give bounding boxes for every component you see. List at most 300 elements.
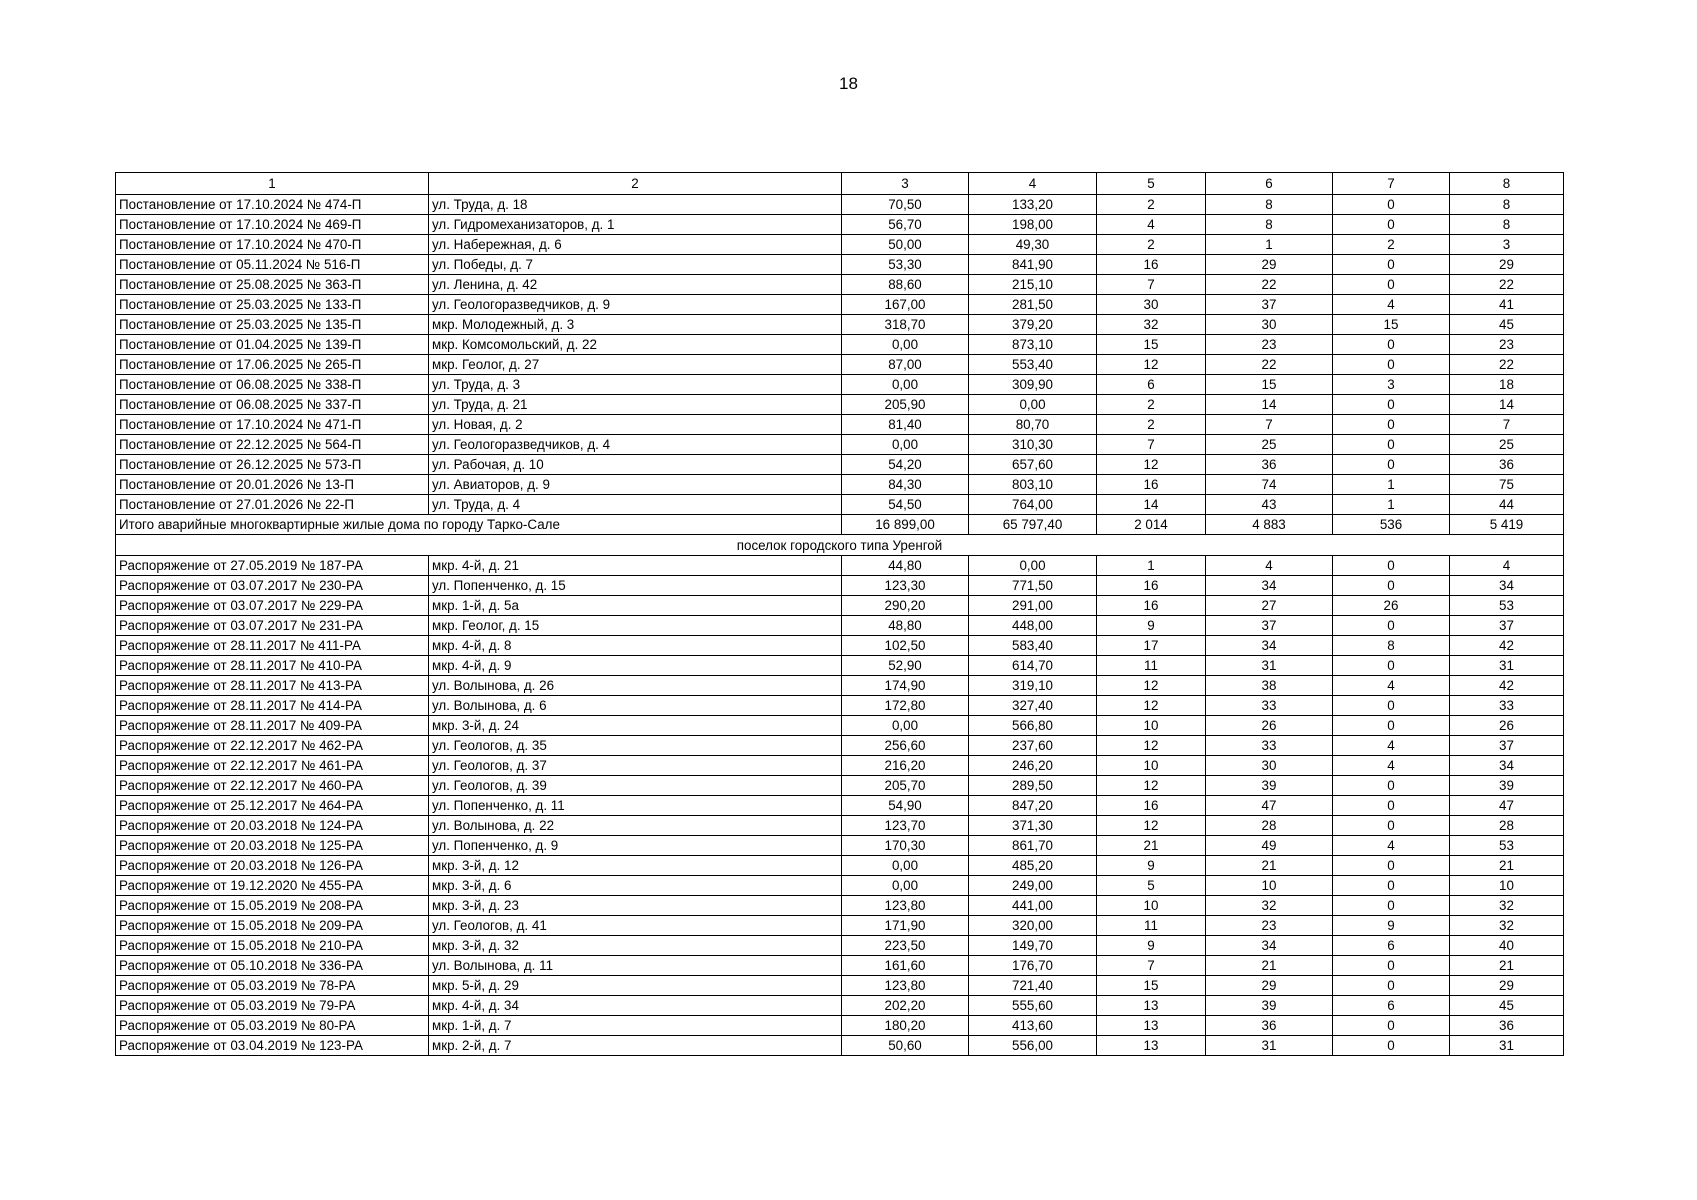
document-cell: Распоряжение от 25.12.2017 № 464-РА <box>116 796 429 816</box>
table-row <box>116 836 1564 856</box>
table-row <box>116 896 1564 916</box>
count-cell: 0 <box>1333 275 1450 295</box>
count-cell: 23 <box>1206 916 1333 936</box>
count-cell: 2 <box>1097 235 1206 255</box>
value-cell: 87,00 <box>842 355 969 375</box>
count-cell: 9 <box>1097 616 1206 636</box>
value-cell: 172,80 <box>842 696 969 716</box>
total-value-cell: 4 883 <box>1206 515 1333 535</box>
value-cell: 614,70 <box>969 656 1097 676</box>
value-cell: 841,90 <box>969 255 1097 275</box>
document-cell: Распоряжение от 28.11.2017 № 409-РА <box>116 716 429 736</box>
count-cell: 27 <box>1206 596 1333 616</box>
page-number: 18 <box>839 74 858 93</box>
value-cell: 256,60 <box>842 736 969 756</box>
count-cell: 22 <box>1450 275 1564 295</box>
value-cell: 771,50 <box>969 576 1097 596</box>
document-cell: Распоряжение от 15.05.2018 № 209-РА <box>116 916 429 936</box>
count-cell: 29 <box>1206 976 1333 996</box>
value-cell: 291,00 <box>969 596 1097 616</box>
table-row <box>116 616 1564 636</box>
count-cell: 12 <box>1097 816 1206 836</box>
table-row <box>116 876 1564 896</box>
count-cell: 7 <box>1097 956 1206 976</box>
address-cell: ул. Труда, д. 18 <box>429 195 842 215</box>
total-value-cell: 16 899,00 <box>842 515 969 535</box>
count-cell: 0 <box>1333 215 1450 235</box>
document-cell: Распоряжение от 28.11.2017 № 411-РА <box>116 636 429 656</box>
address-cell: ул. Геологов, д. 37 <box>429 756 842 776</box>
count-cell: 1 <box>1333 475 1450 495</box>
count-cell: 0 <box>1333 255 1450 275</box>
count-cell: 4 <box>1333 736 1450 756</box>
table-row <box>116 415 1564 435</box>
count-cell: 21 <box>1206 856 1333 876</box>
count-cell: 53 <box>1450 836 1564 856</box>
count-cell: 11 <box>1097 916 1206 936</box>
count-cell: 10 <box>1097 716 1206 736</box>
count-cell: 32 <box>1097 315 1206 335</box>
table-row <box>116 656 1564 676</box>
address-cell: ул. Труда, д. 3 <box>429 375 842 395</box>
address-cell: мкр. Геолог, д. 15 <box>429 616 842 636</box>
column-number-cell: 1 <box>116 173 429 195</box>
count-cell: 75 <box>1450 475 1564 495</box>
document-cell: Распоряжение от 20.03.2018 № 126-РА <box>116 856 429 876</box>
count-cell: 0 <box>1333 195 1450 215</box>
value-cell: 50,00 <box>842 235 969 255</box>
value-cell: 198,00 <box>969 215 1097 235</box>
value-cell: 70,50 <box>842 195 969 215</box>
table-row <box>116 936 1564 956</box>
count-cell: 41 <box>1450 295 1564 315</box>
address-cell: мкр. 4-й, д. 9 <box>429 656 842 676</box>
value-cell: 54,50 <box>842 495 969 515</box>
count-cell: 45 <box>1450 315 1564 335</box>
count-cell: 37 <box>1206 616 1333 636</box>
address-cell: мкр. 1-й, д. 7 <box>429 1016 842 1036</box>
column-number-row <box>116 173 1564 195</box>
count-cell: 4 <box>1333 295 1450 315</box>
address-cell: мкр. 3-й, д. 32 <box>429 936 842 956</box>
table-row <box>116 696 1564 716</box>
total-row <box>116 515 1564 535</box>
document-cell: Распоряжение от 28.11.2017 № 410-РА <box>116 656 429 676</box>
address-cell: мкр. 2-й, д. 7 <box>429 1036 842 1056</box>
count-cell: 12 <box>1097 355 1206 375</box>
value-cell: 556,00 <box>969 1036 1097 1056</box>
count-cell: 1 <box>1206 235 1333 255</box>
count-cell: 37 <box>1450 616 1564 636</box>
section-row <box>116 535 1564 556</box>
count-cell: 10 <box>1450 876 1564 896</box>
document-cell: Распоряжение от 20.03.2018 № 124-РА <box>116 816 429 836</box>
document-cell: Постановление от 17.10.2024 № 474-П <box>116 195 429 215</box>
count-cell: 7 <box>1097 435 1206 455</box>
table-row <box>116 255 1564 275</box>
value-cell: 309,90 <box>969 375 1097 395</box>
column-number-cell: 2 <box>429 173 842 195</box>
count-cell: 4 <box>1333 756 1450 776</box>
value-cell: 56,70 <box>842 215 969 235</box>
count-cell: 4 <box>1206 556 1333 576</box>
count-cell: 26 <box>1206 716 1333 736</box>
column-number-cell: 4 <box>969 173 1097 195</box>
count-cell: 0 <box>1333 395 1450 415</box>
document-cell: Распоряжение от 19.12.2020 № 455-РА <box>116 876 429 896</box>
value-cell: 149,70 <box>969 936 1097 956</box>
count-cell: 6 <box>1097 375 1206 395</box>
table-row <box>116 816 1564 836</box>
address-cell: мкр. 1-й, д. 5а <box>429 596 842 616</box>
value-cell: 0,00 <box>842 716 969 736</box>
value-cell: 290,20 <box>842 596 969 616</box>
value-cell: 53,30 <box>842 255 969 275</box>
table-row <box>116 956 1564 976</box>
address-cell: ул. Авиаторов, д. 9 <box>429 475 842 495</box>
count-cell: 13 <box>1097 996 1206 1016</box>
count-cell: 40 <box>1450 936 1564 956</box>
count-cell: 53 <box>1450 596 1564 616</box>
value-cell: 84,30 <box>842 475 969 495</box>
value-cell: 583,40 <box>969 636 1097 656</box>
count-cell: 1 <box>1097 556 1206 576</box>
count-cell: 3 <box>1333 375 1450 395</box>
count-cell: 1 <box>1333 495 1450 515</box>
value-cell: 485,20 <box>969 856 1097 876</box>
value-cell: 249,00 <box>969 876 1097 896</box>
address-cell: ул. Набережная, д. 6 <box>429 235 842 255</box>
value-cell: 133,20 <box>969 195 1097 215</box>
count-cell: 4 <box>1450 556 1564 576</box>
value-cell: 223,50 <box>842 936 969 956</box>
count-cell: 28 <box>1450 816 1564 836</box>
count-cell: 32 <box>1450 916 1564 936</box>
count-cell: 26 <box>1450 716 1564 736</box>
value-cell: 123,80 <box>842 976 969 996</box>
table-row <box>116 716 1564 736</box>
count-cell: 8 <box>1450 195 1564 215</box>
count-cell: 18 <box>1450 375 1564 395</box>
value-cell: 441,00 <box>969 896 1097 916</box>
count-cell: 23 <box>1450 335 1564 355</box>
total-value-cell: 2 014 <box>1097 515 1206 535</box>
count-cell: 10 <box>1206 876 1333 896</box>
table-row <box>116 315 1564 335</box>
count-cell: 12 <box>1097 676 1206 696</box>
count-cell: 39 <box>1206 996 1333 1016</box>
count-cell: 0 <box>1333 616 1450 636</box>
count-cell: 21 <box>1097 836 1206 856</box>
count-cell: 0 <box>1333 896 1450 916</box>
document-cell: Распоряжение от 28.11.2017 № 413-РА <box>116 676 429 696</box>
address-cell: ул. Рабочая, д. 10 <box>429 455 842 475</box>
value-cell: 50,60 <box>842 1036 969 1056</box>
count-cell: 2 <box>1333 235 1450 255</box>
column-number-cell: 6 <box>1206 173 1333 195</box>
count-cell: 0 <box>1333 716 1450 736</box>
document-cell: Постановление от 06.08.2025 № 337-П <box>116 395 429 415</box>
table-row <box>116 676 1564 696</box>
value-cell: 176,70 <box>969 956 1097 976</box>
count-cell: 36 <box>1450 455 1564 475</box>
table-row <box>116 375 1564 395</box>
count-cell: 14 <box>1206 395 1333 415</box>
document-cell: Постановление от 05.11.2024 № 516-П <box>116 255 429 275</box>
address-cell: мкр. 3-й, д. 24 <box>429 716 842 736</box>
count-cell: 0 <box>1333 355 1450 375</box>
value-cell: 216,20 <box>842 756 969 776</box>
count-cell: 21 <box>1450 956 1564 976</box>
table-row <box>116 636 1564 656</box>
count-cell: 15 <box>1333 315 1450 335</box>
count-cell: 16 <box>1097 475 1206 495</box>
address-cell: ул. Геологоразведчиков, д. 4 <box>429 435 842 455</box>
count-cell: 8 <box>1206 215 1333 235</box>
count-cell: 12 <box>1097 455 1206 475</box>
count-cell: 0 <box>1333 696 1450 716</box>
count-cell: 0 <box>1333 556 1450 576</box>
address-cell: ул. Волынова, д. 22 <box>429 816 842 836</box>
value-cell: 327,40 <box>969 696 1097 716</box>
table-row <box>116 796 1564 816</box>
count-cell: 33 <box>1206 736 1333 756</box>
value-cell: 289,50 <box>969 776 1097 796</box>
count-cell: 12 <box>1097 736 1206 756</box>
document-cell: Распоряжение от 22.12.2017 № 460-РА <box>116 776 429 796</box>
document-cell: Постановление от 06.08.2025 № 338-П <box>116 375 429 395</box>
count-cell: 30 <box>1097 295 1206 315</box>
document-cell: Постановление от 17.10.2024 № 469-П <box>116 215 429 235</box>
address-cell: ул. Волынова, д. 11 <box>429 956 842 976</box>
value-cell: 555,60 <box>969 996 1097 1016</box>
address-cell: мкр. 3-й, д. 12 <box>429 856 842 876</box>
count-cell: 28 <box>1206 816 1333 836</box>
column-number-cell: 5 <box>1097 173 1206 195</box>
count-cell: 45 <box>1450 996 1564 1016</box>
count-cell: 31 <box>1206 1036 1333 1056</box>
value-cell: 52,90 <box>842 656 969 676</box>
value-cell: 310,30 <box>969 435 1097 455</box>
count-cell: 0 <box>1333 796 1450 816</box>
document-cell: Распоряжение от 05.03.2019 № 78-РА <box>116 976 429 996</box>
column-number-cell: 3 <box>842 173 969 195</box>
count-cell: 0 <box>1333 976 1450 996</box>
count-cell: 0 <box>1333 956 1450 976</box>
address-cell: ул. Волынова, д. 26 <box>429 676 842 696</box>
address-cell: ул. Труда, д. 4 <box>429 495 842 515</box>
value-cell: 49,30 <box>969 235 1097 255</box>
housing-register-table <box>115 172 1564 1056</box>
table-row <box>116 335 1564 355</box>
count-cell: 29 <box>1450 976 1564 996</box>
address-cell: мкр. Молодежный, д. 3 <box>429 315 842 335</box>
value-cell: 180,20 <box>842 1016 969 1036</box>
column-number-cell: 7 <box>1333 173 1450 195</box>
count-cell: 16 <box>1097 796 1206 816</box>
count-cell: 0 <box>1333 876 1450 896</box>
count-cell: 15 <box>1097 335 1206 355</box>
count-cell: 36 <box>1450 1016 1564 1036</box>
count-cell: 34 <box>1450 576 1564 596</box>
document-cell: Постановление от 26.12.2025 № 573-П <box>116 455 429 475</box>
value-cell: 0,00 <box>842 435 969 455</box>
value-cell: 371,30 <box>969 816 1097 836</box>
document-cell: Постановление от 22.12.2025 № 564-П <box>116 435 429 455</box>
table-row <box>116 355 1564 375</box>
count-cell: 74 <box>1206 475 1333 495</box>
document-cell: Постановление от 20.01.2026 № 13-П <box>116 475 429 495</box>
table-row <box>116 275 1564 295</box>
count-cell: 16 <box>1097 596 1206 616</box>
count-cell: 6 <box>1333 996 1450 1016</box>
document-cell: Распоряжение от 27.05.2019 № 187-РА <box>116 556 429 576</box>
address-cell: мкр. 4-й, д. 21 <box>429 556 842 576</box>
count-cell: 6 <box>1333 936 1450 956</box>
table-row <box>116 756 1564 776</box>
count-cell: 9 <box>1097 856 1206 876</box>
count-cell: 0 <box>1333 656 1450 676</box>
count-cell: 22 <box>1450 355 1564 375</box>
value-cell: 54,90 <box>842 796 969 816</box>
value-cell: 171,90 <box>842 916 969 936</box>
count-cell: 42 <box>1450 676 1564 696</box>
count-cell: 0 <box>1333 435 1450 455</box>
value-cell: 123,30 <box>842 576 969 596</box>
value-cell: 170,30 <box>842 836 969 856</box>
count-cell: 33 <box>1206 696 1333 716</box>
total-value-cell: 65 797,40 <box>969 515 1097 535</box>
count-cell: 7 <box>1450 415 1564 435</box>
document-cell: Распоряжение от 15.05.2018 № 210-РА <box>116 936 429 956</box>
table-row <box>116 195 1564 215</box>
count-cell: 31 <box>1450 1036 1564 1056</box>
value-cell: 0,00 <box>842 335 969 355</box>
value-cell: 81,40 <box>842 415 969 435</box>
document-cell: Распоряжение от 20.03.2018 № 125-РА <box>116 836 429 856</box>
document-cell: Постановление от 17.10.2024 № 470-П <box>116 235 429 255</box>
table-row <box>116 916 1564 936</box>
count-cell: 47 <box>1450 796 1564 816</box>
document-cell: Постановление от 17.10.2024 № 471-П <box>116 415 429 435</box>
count-cell: 0 <box>1333 576 1450 596</box>
count-cell: 7 <box>1206 415 1333 435</box>
table-row <box>116 776 1564 796</box>
document-cell: Постановление от 01.04.2025 № 139-П <box>116 335 429 355</box>
value-cell: 174,90 <box>842 676 969 696</box>
count-cell: 10 <box>1097 896 1206 916</box>
table-row <box>116 295 1564 315</box>
table-row <box>116 455 1564 475</box>
document-cell: Распоряжение от 22.12.2017 № 461-РА <box>116 756 429 776</box>
table-row <box>116 976 1564 996</box>
value-cell: 88,60 <box>842 275 969 295</box>
count-cell: 4 <box>1333 836 1450 856</box>
count-cell: 30 <box>1206 756 1333 776</box>
count-cell: 25 <box>1206 435 1333 455</box>
table-row <box>116 556 1564 576</box>
value-cell: 161,60 <box>842 956 969 976</box>
document-cell: Распоряжение от 28.11.2017 № 414-РА <box>116 696 429 716</box>
total-value-cell: 536 <box>1333 515 1450 535</box>
count-cell: 49 <box>1206 836 1333 856</box>
count-cell: 47 <box>1206 796 1333 816</box>
count-cell: 17 <box>1097 636 1206 656</box>
table-row <box>116 596 1564 616</box>
count-cell: 44 <box>1450 495 1564 515</box>
count-cell: 9 <box>1097 936 1206 956</box>
value-cell: 44,80 <box>842 556 969 576</box>
count-cell: 36 <box>1206 1016 1333 1036</box>
table-row <box>116 736 1564 756</box>
count-cell: 12 <box>1097 776 1206 796</box>
address-cell: мкр. 3-й, д. 6 <box>429 876 842 896</box>
count-cell: 10 <box>1097 756 1206 776</box>
count-cell: 32 <box>1206 896 1333 916</box>
count-cell: 21 <box>1450 856 1564 876</box>
count-cell: 29 <box>1450 255 1564 275</box>
count-cell: 12 <box>1097 696 1206 716</box>
address-cell: ул. Победы, д. 7 <box>429 255 842 275</box>
address-cell: ул. Труда, д. 21 <box>429 395 842 415</box>
value-cell: 566,80 <box>969 716 1097 736</box>
address-cell: ул. Попенченко, д. 9 <box>429 836 842 856</box>
document-cell: Распоряжение от 15.05.2019 № 208-РА <box>116 896 429 916</box>
count-cell: 32 <box>1450 896 1564 916</box>
count-cell: 33 <box>1450 696 1564 716</box>
document-cell: Постановление от 25.03.2025 № 133-П <box>116 295 429 315</box>
section-title: поселок городского типа Уренгой <box>116 535 1564 556</box>
count-cell: 2 <box>1097 395 1206 415</box>
value-cell: 873,10 <box>969 335 1097 355</box>
table-row <box>116 576 1564 596</box>
document-cell: Распоряжение от 03.07.2017 № 231-РА <box>116 616 429 636</box>
count-cell: 0 <box>1333 335 1450 355</box>
document-cell: Распоряжение от 03.04.2019 № 123-РА <box>116 1036 429 1056</box>
column-number-cell: 8 <box>1450 173 1564 195</box>
address-cell: ул. Волынова, д. 6 <box>429 696 842 716</box>
count-cell: 37 <box>1206 295 1333 315</box>
table-row <box>116 215 1564 235</box>
document-cell: Распоряжение от 03.07.2017 № 229-РА <box>116 596 429 616</box>
value-cell: 448,00 <box>969 616 1097 636</box>
count-cell: 29 <box>1206 255 1333 275</box>
count-cell: 8 <box>1333 636 1450 656</box>
value-cell: 553,40 <box>969 355 1097 375</box>
count-cell: 8 <box>1206 195 1333 215</box>
count-cell: 0 <box>1333 856 1450 876</box>
address-cell: мкр. 5-й, д. 29 <box>429 976 842 996</box>
document-cell: Распоряжение от 03.07.2017 № 230-РА <box>116 576 429 596</box>
count-cell: 7 <box>1097 275 1206 295</box>
value-cell: 0,00 <box>842 876 969 896</box>
value-cell: 379,20 <box>969 315 1097 335</box>
count-cell: 21 <box>1206 956 1333 976</box>
value-cell: 48,80 <box>842 616 969 636</box>
address-cell: ул. Попенченко, д. 15 <box>429 576 842 596</box>
total-value-cell: 5 419 <box>1450 515 1564 535</box>
value-cell: 0,00 <box>969 556 1097 576</box>
value-cell: 205,90 <box>842 395 969 415</box>
document-cell: Постановление от 27.01.2026 № 22-П <box>116 495 429 515</box>
count-cell: 2 <box>1097 195 1206 215</box>
value-cell: 123,70 <box>842 816 969 836</box>
count-cell: 16 <box>1097 576 1206 596</box>
count-cell: 36 <box>1206 455 1333 475</box>
count-cell: 0 <box>1333 776 1450 796</box>
count-cell: 37 <box>1450 736 1564 756</box>
document-cell: Распоряжение от 05.03.2019 № 79-РА <box>116 996 429 1016</box>
